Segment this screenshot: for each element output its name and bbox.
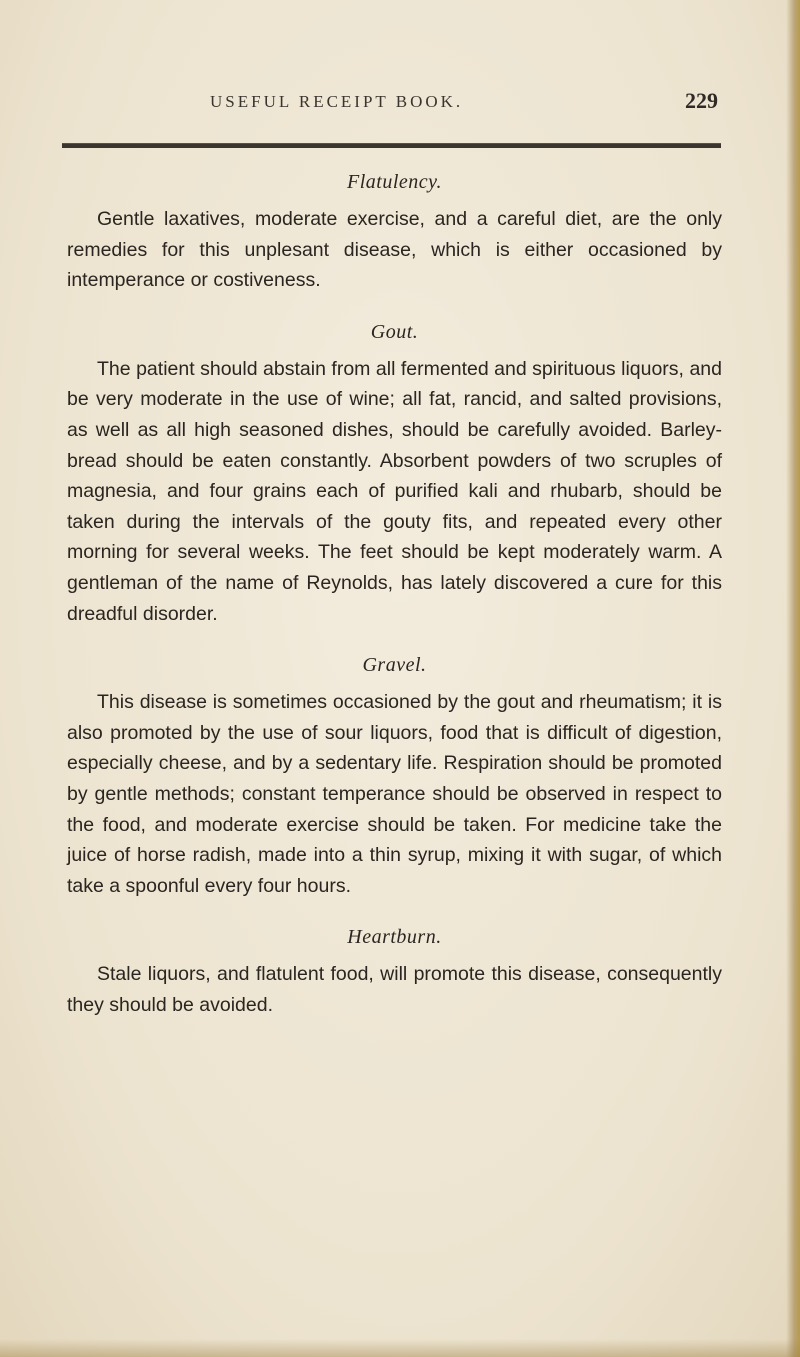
section-gout [67, 318, 722, 629]
section-paragraph: Gentle laxatives, moderate exercise, and a careful diet, are the only remedies for this unplesant disease, which is either occasioned by intemperance or costiveness. [67, 208, 722, 292]
header-rule [62, 143, 721, 148]
section-paragraph: The patient should abstain from all fermented and spirituous liquors, and be very moderate in the use of wine; all fat, rancid, and salted provisions, as well as all high seasoned dishes, should be carefully avoided. Barley-bread should be eaten constantly. Absorbent powders of two scruples of magnesia, and four grains each of purified kali and rhubarb, should be taken during the intervals of the gouty fits, and repeated every other morning for several weeks. The feet should be kept moderately warm. A gentleman of the name of Reynolds, has lately discovered a cure for this dreadful disorder. [67, 357, 722, 625]
section-paragraph: Stale liquors, and flatulent food, will promote this disease, consequently they should be avoided. [67, 963, 722, 1016]
section-heading: Gout. [370, 320, 419, 343]
page-number: 229 [685, 88, 718, 113]
section-flatulency [67, 168, 722, 296]
section-heading: Heartburn. [347, 926, 442, 949]
section-paragraph: This disease is sometimes occasioned by the gout and rheumatism; it is also promoted by the use of sour liquors, food that is difficult of digestion, especially cheese, and by a sedentary life. Respiration should be promoted by gentle methods; constant temperance should be observed in respect to the food, and moderate exercise should be taken. For medicine take the juice of horse radish, made into a thin syrup, mixing it with sugar, of which take a spoonful every four hours. [67, 691, 722, 897]
section-heartburn [67, 923, 722, 1020]
section-heading: Gravel. [362, 654, 427, 677]
page-edge-bottom [0, 1339, 800, 1357]
section-gravel [67, 651, 722, 901]
page-edge-right [786, 0, 800, 1357]
section-heading: Flatulency. [347, 171, 442, 193]
page-body [67, 168, 722, 1042]
running-header [60, 88, 740, 118]
running-title: USEFUL RECEIPT BOOK. [210, 92, 464, 111]
